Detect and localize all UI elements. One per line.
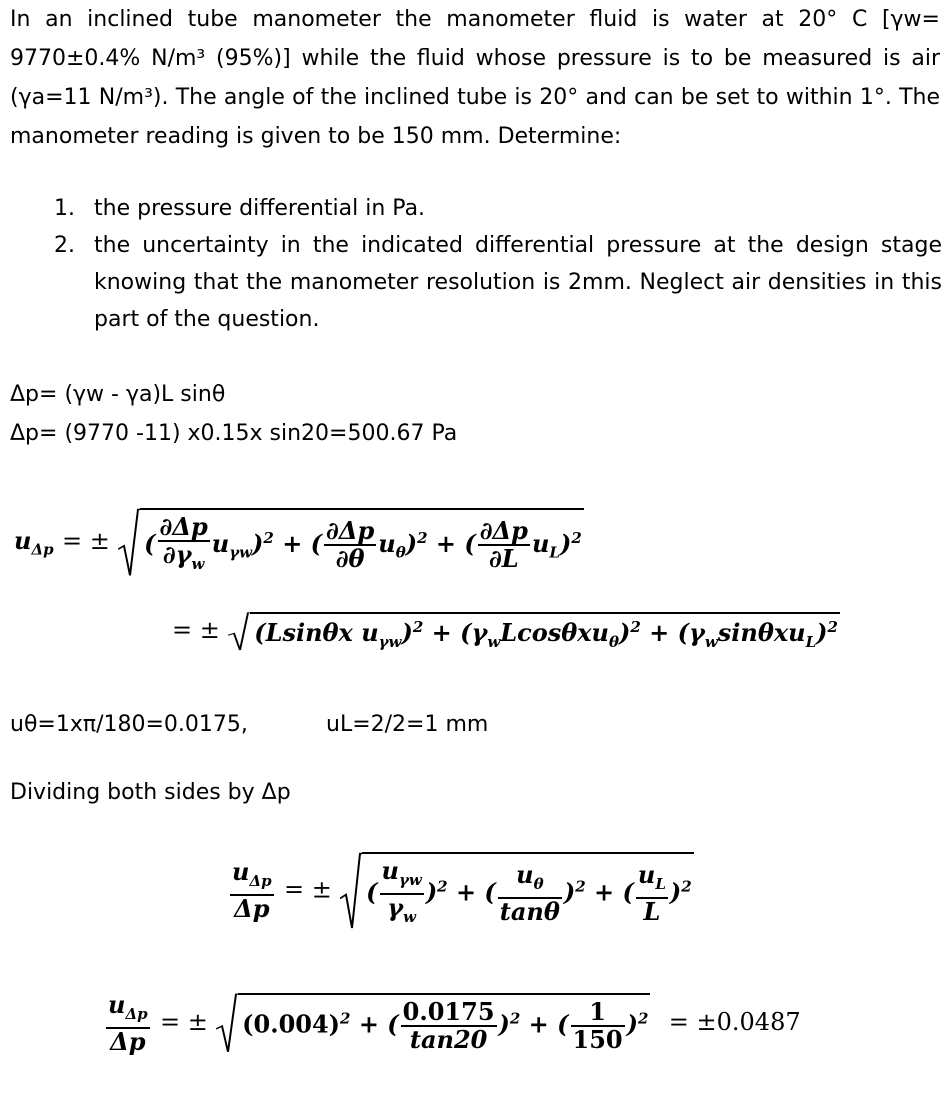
result-value: = ±0.0487 — [668, 1007, 801, 1036]
list-text: the uncertainty in the indicated differential pressure at the design stage knowing that the manometer resolution is 2mm. Neglect air densities in this part of the question. — [94, 233, 942, 332]
list-number: 2. — [54, 233, 75, 258]
dp-value: Δp= (9770 -11) x0.15x sin20=500.67 Pa — [10, 421, 458, 446]
list-item — [54, 190, 942, 227]
numerical-result-equation: $\frac{u_{\Delta p}}{\Delta p}$ = ± $(0.004)^2$ + ( $\frac{0.0175}{\tan 20}$ )$^2$ + ( $\frac{1}{150}$ )$^2$ = ±0.0487 — [108, 990, 801, 1056]
task-list — [54, 190, 942, 338]
list-number: 1. — [54, 196, 75, 221]
u-L-value: uL=2/2=1 mm — [326, 712, 489, 737]
uncertainty-equation-general: $u_{\Delta p}$ = ± ( $\frac{\partial\Delta p}{\partial\gamma_w}$ $u_{\gamma w})^2$ + ( $\frac{\partial\Delta p}{\partial\theta}$ $u_\theta)^2$ + ( $\frac{\partial\Delta p}{\partial L}$ $u_L)^2$ — [14, 508, 584, 577]
dp-formula: Δp= (γw - γa)L sinθ — [10, 382, 226, 407]
uncertainty-equation-expanded: = ± (Lsinθx $u_{\gamma w})^2 + (\gamma_wLcos\theta xu_\theta)^2 + (\gamma_w\sin\theta xu_L)^2$ — [172, 612, 840, 651]
dividing-text: Dividing both sides by Δp — [10, 780, 291, 805]
list-item — [54, 227, 942, 338]
u-theta-value: uθ=1xπ/180=0.0175, — [10, 712, 248, 737]
problem-statement: In an inclined tube manometer the manometer fluid is water at 20° C [γw= 9770±0.4% N/m³ (95%)] while the fluid whose pressure is to be measured is air (γa=11 N/m³). The angle of the inclined tube is 20° and can be set to within 1°. The manometer reading is given to be 150 mm. Determine: — [10, 7, 940, 149]
relative-uncertainty-equation: $\frac{u_{\Delta p}}{\Delta p}$ = ± ( $\frac{u_{\gamma w}}{\gamma_w}$ )$^2$ + ( $\frac{u_\theta}{\tan\theta}$ )$^2$ + ( $\frac{u_L}{L}$ )$^2$ — [228, 852, 694, 930]
list-text: the pressure differential in Pa. — [94, 196, 426, 221]
